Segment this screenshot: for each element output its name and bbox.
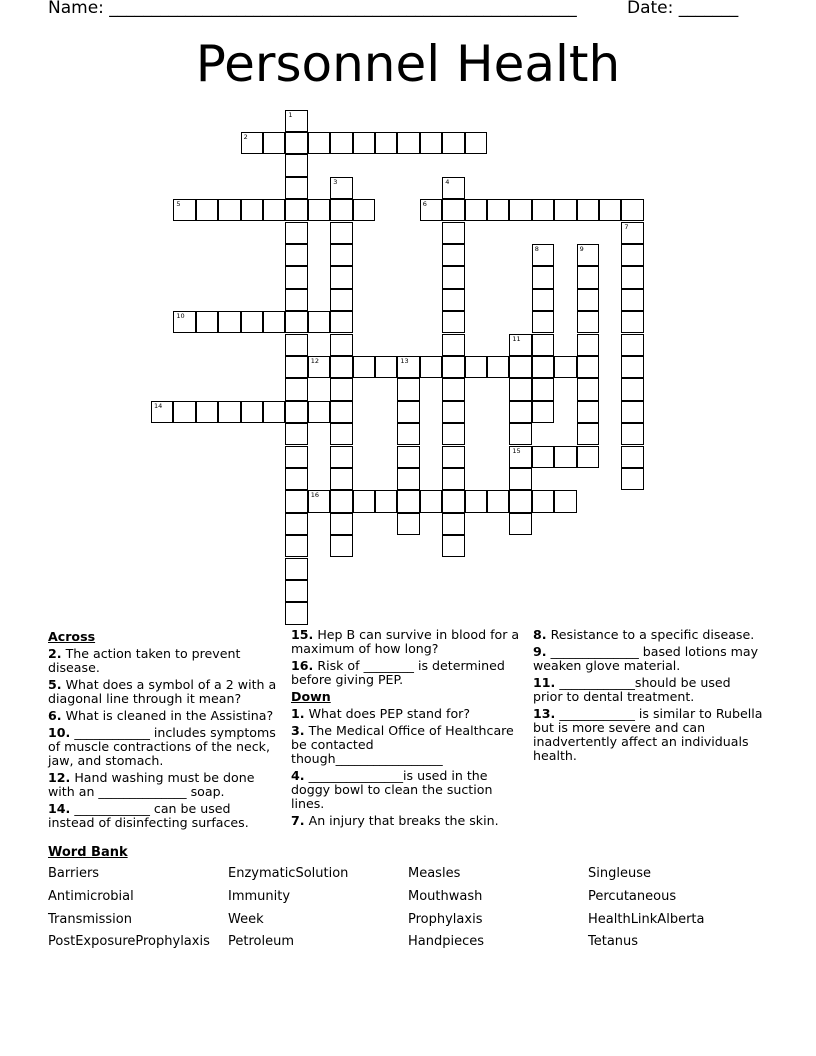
grid-cell[interactable]	[442, 289, 464, 311]
grid-cell[interactable]	[554, 356, 576, 378]
down-heading: Down	[291, 689, 331, 704]
clue-number: 10	[176, 312, 185, 321]
grid-cell[interactable]	[509, 490, 531, 512]
word-bank-word: Immunity	[228, 888, 291, 904]
grid-cell[interactable]	[577, 378, 599, 400]
clue-number: 15	[512, 446, 521, 455]
clue-down-7: 7. An injury that breaks the skin.	[291, 813, 499, 828]
grid-cell[interactable]	[330, 177, 352, 199]
grid-cell[interactable]	[621, 222, 643, 244]
grid-cell[interactable]	[487, 199, 509, 221]
clue-across-16: 16. Risk of ________ is determined before giving PEP.	[291, 658, 505, 687]
grid-cell[interactable]	[330, 199, 352, 221]
grid-cell[interactable]	[577, 244, 599, 266]
grid-cell[interactable]	[285, 222, 307, 244]
grid-cell[interactable]	[397, 490, 419, 512]
grid-cell[interactable]	[285, 401, 307, 423]
grid-cell[interactable]	[397, 468, 419, 490]
grid-cell[interactable]	[442, 468, 464, 490]
grid-cell[interactable]	[442, 311, 464, 333]
word-bank-word: EnzymaticSolution	[228, 866, 349, 881]
clue-across-15: 15. Hep B can survive in blood for a maximum of how long?	[291, 627, 520, 656]
grid-cell[interactable]	[285, 132, 307, 154]
grid-cell[interactable]	[285, 513, 307, 535]
clue-number: 5	[176, 200, 181, 209]
clue-number: 12	[310, 356, 320, 365]
grid-cell[interactable]	[330, 513, 352, 535]
word-bank-word: Tetanus	[588, 934, 639, 950]
clue-across-2: 2. The action taken to prevent disease.	[48, 646, 241, 675]
grid-cell[interactable]	[509, 199, 531, 221]
grid-cell[interactable]	[532, 311, 554, 333]
grid-cell[interactable]	[420, 199, 442, 221]
grid-cell[interactable]	[285, 289, 307, 311]
word-bank-word: Petroleum	[228, 934, 294, 950]
grid-cell[interactable]	[397, 423, 419, 445]
grid-cell[interactable]	[330, 311, 352, 333]
grid-cell[interactable]	[442, 199, 464, 221]
word-bank-word: Singleuse	[588, 866, 651, 881]
grid-cell[interactable]	[353, 199, 375, 221]
grid-cell[interactable]	[285, 378, 307, 400]
grid-cell[interactable]	[330, 446, 352, 468]
grid-cell[interactable]	[577, 401, 599, 423]
grid-cell[interactable]	[487, 356, 509, 378]
grid-cell[interactable]	[442, 423, 464, 445]
clue-number: 7	[624, 222, 629, 231]
word-bank-word: Percutaneous	[588, 888, 677, 904]
grid-cell[interactable]	[285, 468, 307, 490]
name-field-label[interactable]: Name: _______________________________________________________	[48, 0, 577, 18]
grid-cell[interactable]	[241, 132, 263, 154]
grid-cell[interactable]	[263, 311, 285, 333]
clue-across-10: 10. ____________ includes symptoms of muscle contractions of the neck, jaw, and stomach.	[48, 725, 276, 768]
clue-number: 3	[333, 177, 338, 186]
clue-down-1: 1. What does PEP stand for?	[291, 706, 471, 721]
grid-cell[interactable]	[532, 334, 554, 356]
grid-cell[interactable]	[375, 132, 397, 154]
word-bank-word: PostExposureProphylaxis	[48, 934, 210, 950]
grid-cell[interactable]	[532, 356, 554, 378]
grid-cell[interactable]	[554, 199, 576, 221]
grid-cell[interactable]	[621, 289, 643, 311]
grid-cell[interactable]	[577, 446, 599, 468]
across-heading: Across	[48, 629, 96, 644]
grid-cell[interactable]	[532, 199, 554, 221]
grid-cell[interactable]	[218, 311, 240, 333]
grid-cell[interactable]	[442, 378, 464, 400]
grid-cell[interactable]	[442, 177, 464, 199]
date-field-label[interactable]: Date: _______	[627, 0, 739, 18]
grid-cell[interactable]	[599, 199, 621, 221]
grid-cell[interactable]	[285, 558, 307, 580]
grid-cell[interactable]	[330, 266, 352, 288]
grid-cell[interactable]	[554, 446, 576, 468]
grid-cell[interactable]	[509, 334, 531, 356]
word-bank-word: HealthLinkAlberta	[588, 911, 705, 927]
grid-cell[interactable]	[532, 289, 554, 311]
grid-cell[interactable]	[218, 199, 240, 221]
word-bank-word: Measles	[408, 866, 461, 881]
grid-cell[interactable]	[442, 490, 464, 512]
grid-cell[interactable]	[285, 490, 307, 512]
grid-cell[interactable]	[554, 490, 576, 512]
grid-cell[interactable]	[285, 602, 307, 624]
clue-number: 9	[579, 244, 584, 253]
grid-cell[interactable]	[241, 401, 263, 423]
clue-across-12: 12. Hand washing must be done with an ______________ soap.	[48, 770, 255, 799]
clue-down-9: 9. ______________ based lotions may weaken glove material.	[533, 644, 759, 673]
clue-down-3: 3. The Medical Office of Healthcare be contacted though_________________	[291, 723, 514, 766]
grid-cell[interactable]	[465, 490, 487, 512]
grid-cell[interactable]	[241, 199, 263, 221]
grid-cell[interactable]	[397, 401, 419, 423]
grid-cell[interactable]	[196, 401, 218, 423]
word-bank-word: Transmission	[48, 911, 132, 927]
grid-cell[interactable]	[442, 513, 464, 535]
word-bank-word: Barriers	[48, 866, 100, 881]
word-bank-title: Word Bank	[48, 845, 128, 860]
grid-cell[interactable]	[353, 490, 375, 512]
grid-cell[interactable]	[442, 535, 464, 557]
grid-cell[interactable]	[577, 423, 599, 445]
grid-cell[interactable]	[420, 356, 442, 378]
grid-cell[interactable]	[196, 199, 218, 221]
grid-cell[interactable]	[285, 266, 307, 288]
clue-across-5: 5. What does a symbol of a 2 with a diagonal line through it mean?	[48, 677, 277, 706]
word-bank-word: Mouthwash	[408, 888, 483, 904]
word-bank-word: Antimicrobial	[48, 888, 134, 904]
clue-column-2	[291, 628, 521, 831]
grid-cell[interactable]	[420, 132, 442, 154]
clue-number: 1	[288, 110, 293, 119]
grid-cell[interactable]	[397, 378, 419, 400]
grid-cell[interactable]	[196, 311, 218, 333]
clue-number: 14	[154, 401, 163, 410]
clue-number: 2	[243, 132, 248, 141]
grid-cell[interactable]	[577, 356, 599, 378]
grid-cell[interactable]	[330, 222, 352, 244]
grid-cell[interactable]	[509, 401, 531, 423]
grid-cell[interactable]	[577, 334, 599, 356]
grid-cell[interactable]	[509, 513, 531, 535]
grid-cell[interactable]	[442, 132, 464, 154]
grid-cell[interactable]	[621, 446, 643, 468]
grid-cell[interactable]	[308, 490, 330, 512]
word-bank-word: Prophylaxis	[408, 911, 483, 927]
clue-number: 8	[534, 244, 539, 253]
grid-cell[interactable]	[442, 334, 464, 356]
puzzle-title: Personnel Health	[195, 35, 621, 93]
grid-cell[interactable]	[397, 513, 419, 535]
grid-cell[interactable]	[263, 132, 285, 154]
clue-column-3	[533, 628, 763, 766]
grid-cell[interactable]	[397, 132, 419, 154]
grid-cell[interactable]	[509, 423, 531, 445]
grid-cell[interactable]	[487, 490, 509, 512]
grid-cell[interactable]	[151, 401, 173, 423]
clue-number: 13	[400, 356, 409, 365]
grid-cell[interactable]	[353, 132, 375, 154]
grid-cell[interactable]	[330, 356, 352, 378]
grid-cell[interactable]	[621, 244, 643, 266]
grid-cell[interactable]	[330, 244, 352, 266]
grid-cell[interactable]	[285, 535, 307, 557]
grid-cell[interactable]	[285, 580, 307, 602]
grid-cell[interactable]	[577, 266, 599, 288]
grid-cell[interactable]	[442, 401, 464, 423]
clue-number: 6	[422, 200, 427, 209]
grid-cell[interactable]	[509, 446, 531, 468]
grid-cell[interactable]	[532, 446, 554, 468]
grid-cell[interactable]	[621, 199, 643, 221]
grid-cell[interactable]	[442, 356, 464, 378]
grid-cell[interactable]	[308, 356, 330, 378]
grid-cell[interactable]	[308, 199, 330, 221]
grid-cell[interactable]	[241, 311, 263, 333]
grid-cell[interactable]	[397, 446, 419, 468]
grid-cell[interactable]	[509, 378, 531, 400]
grid-cell[interactable]	[532, 401, 554, 423]
grid-cell[interactable]	[285, 356, 307, 378]
grid-cell[interactable]	[218, 401, 240, 423]
grid-cell[interactable]	[330, 423, 352, 445]
grid-cell[interactable]	[621, 468, 643, 490]
grid-cell[interactable]	[308, 401, 330, 423]
grid-cell[interactable]	[532, 490, 554, 512]
grid-cell[interactable]	[621, 334, 643, 356]
grid-cell[interactable]	[442, 222, 464, 244]
clue-across-14: 14. ____________ can be used instead of disinfecting surfaces.	[48, 801, 249, 830]
grid-cell[interactable]	[375, 356, 397, 378]
grid-cell[interactable]	[285, 110, 307, 132]
word-bank-word: Week	[228, 911, 264, 927]
grid-cell[interactable]	[308, 132, 330, 154]
grid-cell[interactable]	[375, 490, 397, 512]
grid-cell[interactable]	[330, 289, 352, 311]
grid-cell[interactable]	[621, 356, 643, 378]
word-bank-word: Handpieces	[408, 934, 485, 950]
grid-cell[interactable]	[532, 266, 554, 288]
grid-cell[interactable]	[577, 311, 599, 333]
grid-cell[interactable]	[330, 490, 352, 512]
clue-column-1	[48, 628, 278, 833]
grid-cell[interactable]	[442, 446, 464, 468]
grid-cell[interactable]	[285, 244, 307, 266]
clue-across-6: 6. What is cleaned in the Assistina?	[48, 708, 274, 723]
grid-cell[interactable]	[621, 423, 643, 445]
grid-cell[interactable]	[330, 535, 352, 557]
clue-down-4: 4. _______________is used in the doggy bowl to clean the suction lines.	[291, 768, 493, 811]
grid-cell[interactable]	[509, 468, 531, 490]
grid-cell[interactable]	[621, 378, 643, 400]
grid-cell[interactable]	[263, 199, 285, 221]
grid-cell[interactable]	[465, 199, 487, 221]
grid-cell[interactable]	[285, 423, 307, 445]
grid-cell[interactable]	[621, 266, 643, 288]
grid-cell[interactable]	[577, 289, 599, 311]
grid-cell[interactable]	[308, 311, 330, 333]
clue-number: 4	[445, 177, 450, 186]
grid-cell[interactable]	[285, 446, 307, 468]
grid-cell[interactable]	[442, 244, 464, 266]
grid-cell[interactable]	[621, 311, 643, 333]
grid-cell[interactable]	[330, 334, 352, 356]
clue-number: 11	[512, 334, 521, 343]
clue-down-13: 13. ____________ is similar to Rubella but is more severe and can inadvertently affect an individuals health.	[533, 706, 763, 763]
grid-cell[interactable]	[465, 132, 487, 154]
grid-cell[interactable]	[330, 378, 352, 400]
grid-cell[interactable]	[397, 356, 419, 378]
grid-cell[interactable]	[330, 401, 352, 423]
grid-cell[interactable]	[285, 334, 307, 356]
grid-cell[interactable]	[173, 311, 195, 333]
grid-cell[interactable]	[532, 378, 554, 400]
grid-cell[interactable]	[330, 468, 352, 490]
clue-down-8: 8. Resistance to a specific disease.	[533, 627, 755, 642]
grid-cell[interactable]	[509, 356, 531, 378]
grid-cell[interactable]	[173, 401, 195, 423]
grid-cell[interactable]	[330, 132, 352, 154]
grid-cell[interactable]	[285, 199, 307, 221]
grid-cell[interactable]	[173, 199, 195, 221]
grid-cell[interactable]	[621, 401, 643, 423]
grid-cell[interactable]	[420, 490, 442, 512]
clue-down-11: 11. ____________should be used prior to dental treatment.	[533, 675, 731, 704]
clue-number: 16	[310, 491, 320, 500]
grid-cell[interactable]	[285, 154, 307, 176]
grid-cell[interactable]	[285, 311, 307, 333]
grid-cell[interactable]	[353, 356, 375, 378]
grid-cell[interactable]	[442, 266, 464, 288]
grid-cell[interactable]	[465, 356, 487, 378]
grid-cell[interactable]	[285, 177, 307, 199]
grid-cell[interactable]	[532, 244, 554, 266]
grid-cell[interactable]	[263, 401, 285, 423]
grid-cell[interactable]	[577, 199, 599, 221]
